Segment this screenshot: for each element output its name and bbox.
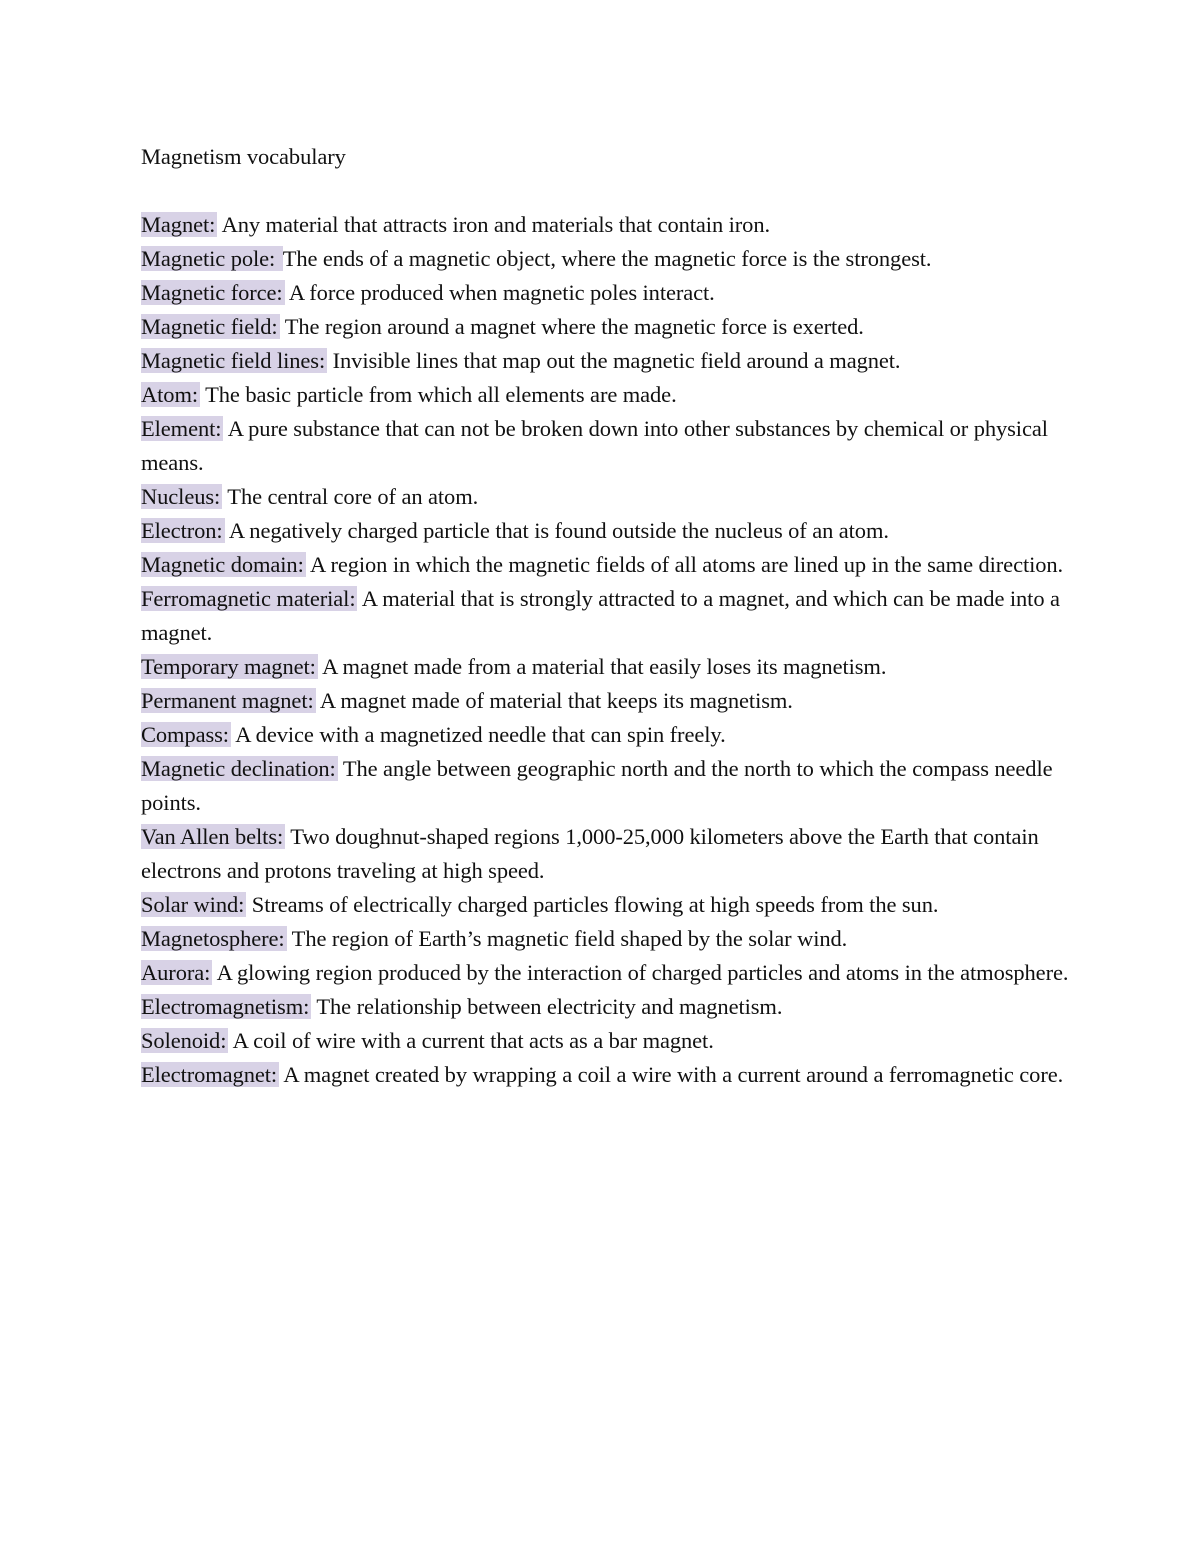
vocabulary-entry	[141, 378, 1071, 412]
vocabulary-term: Nucleus:	[141, 484, 221, 509]
vocabulary-term: Electron:	[141, 518, 223, 543]
vocabulary-entry	[141, 956, 1071, 990]
vocabulary-entry	[141, 480, 1071, 514]
vocabulary-entry	[141, 718, 1071, 752]
vocabulary-definition: Any material that attracts iron and materials that contain iron.	[217, 212, 770, 237]
vocabulary-definition: The ends of a magnetic object, where the magnetic force is the strongest.	[282, 246, 932, 271]
vocabulary-entry	[141, 888, 1071, 922]
document-title: Magnetism vocabulary	[141, 144, 346, 169]
vocabulary-term: Solar wind:	[141, 892, 245, 917]
vocabulary-term: Magnetic field:	[141, 314, 278, 339]
vocabulary-definition: Invisible lines that map out the magnetic field around a magnet.	[327, 348, 901, 373]
vocabulary-definition: A device with a magnetized needle that can spin freely.	[230, 722, 726, 747]
vocabulary-definition: The relationship between electricity and magnetism.	[311, 994, 783, 1019]
vocabulary-entry	[141, 582, 1071, 650]
vocabulary-term: Solenoid:	[141, 1028, 227, 1053]
vocabulary-entry	[141, 650, 1071, 684]
vocabulary-entry	[141, 548, 1071, 582]
vocabulary-definition: Two doughnut-shaped regions 1,000-25,000 kilometers above the Earth that contain electrons and protons traveling at high speed.	[141, 824, 1039, 883]
vocabulary-definition: A magnet made from a material that easily loses its magnetism.	[317, 654, 887, 679]
vocabulary-term: Atom:	[141, 382, 199, 407]
vocabulary-term: Temporary magnet:	[141, 654, 316, 679]
vocabulary-content	[141, 140, 1071, 1092]
vocabulary-definition: A negatively charged particle that is found outside the nucleus of an atom.	[224, 518, 889, 543]
vocabulary-definition: The central core of an atom.	[222, 484, 479, 509]
vocabulary-definition: A glowing region produced by the interaction of charged particles and atoms in the atmosphere.	[212, 960, 1069, 985]
vocabulary-term: Compass:	[141, 722, 229, 747]
vocabulary-term: Magnetic domain:	[141, 552, 304, 577]
vocabulary-list	[141, 208, 1071, 1092]
vocabulary-entry	[141, 820, 1071, 888]
vocabulary-entry	[141, 1024, 1071, 1058]
vocabulary-entry	[141, 514, 1071, 548]
vocabulary-definition: The region of Earth’s magnetic field shaped by the solar wind.	[286, 926, 848, 951]
vocabulary-entry	[141, 1058, 1071, 1092]
vocabulary-definition: The basic particle from which all elements are made.	[200, 382, 677, 407]
vocabulary-entry	[141, 990, 1071, 1024]
vocabulary-term: Magnetic field lines:	[141, 348, 326, 373]
vocabulary-definition: A region in which the magnetic fields of all atoms are lined up in the same direction.	[305, 552, 1064, 577]
vocabulary-definition: The region around a magnet where the magnetic force is exerted.	[279, 314, 864, 339]
vocabulary-definition: A magnet created by wrapping a coil a wire with a current around a ferromagnetic core.	[279, 1062, 1064, 1087]
vocabulary-entry	[141, 684, 1071, 718]
vocabulary-term: Aurora:	[141, 960, 211, 985]
vocabulary-definition: A force produced when magnetic poles interact.	[284, 280, 715, 305]
vocabulary-entry	[141, 412, 1071, 480]
vocabulary-term: Magnet:	[141, 212, 216, 237]
vocabulary-entry	[141, 752, 1071, 820]
vocabulary-definition: The angle between geographic north and the north to which the compass needle points.	[141, 756, 1053, 815]
vocabulary-entry	[141, 922, 1071, 956]
vocabulary-term: Electromagnet:	[141, 1062, 278, 1087]
vocabulary-entry	[141, 208, 1071, 242]
vocabulary-entry	[141, 310, 1071, 344]
vocabulary-term: Magnetic declination:	[141, 756, 336, 781]
vocabulary-term: Magnetic pole:	[141, 246, 281, 271]
vocabulary-definition: A coil of wire with a current that acts as a bar magnet.	[228, 1028, 714, 1053]
vocabulary-term: Permanent magnet:	[141, 688, 314, 713]
vocabulary-entry	[141, 242, 1071, 276]
vocabulary-term: Van Allen belts:	[141, 824, 284, 849]
vocabulary-term: Magnetic force:	[141, 280, 283, 305]
vocabulary-entry	[141, 276, 1071, 310]
vocabulary-definition: A material that is strongly attracted to a magnet, and which can be made into a magnet.	[141, 586, 1060, 645]
vocabulary-term: Electromagnetism:	[141, 994, 310, 1019]
vocabulary-definition: A magnet made of material that keeps its magnetism.	[315, 688, 793, 713]
vocabulary-entry	[141, 344, 1071, 378]
vocabulary-term: Element:	[141, 416, 222, 441]
vocabulary-term: Magnetosphere:	[141, 926, 285, 951]
vocabulary-term: Ferromagnetic material:	[141, 586, 356, 611]
vocabulary-definition: Streams of electrically charged particles flowing at high speeds from the sun.	[246, 892, 939, 917]
vocabulary-definition: A pure substance that can not be broken down into other substances by chemical or physical means.	[141, 416, 1048, 475]
